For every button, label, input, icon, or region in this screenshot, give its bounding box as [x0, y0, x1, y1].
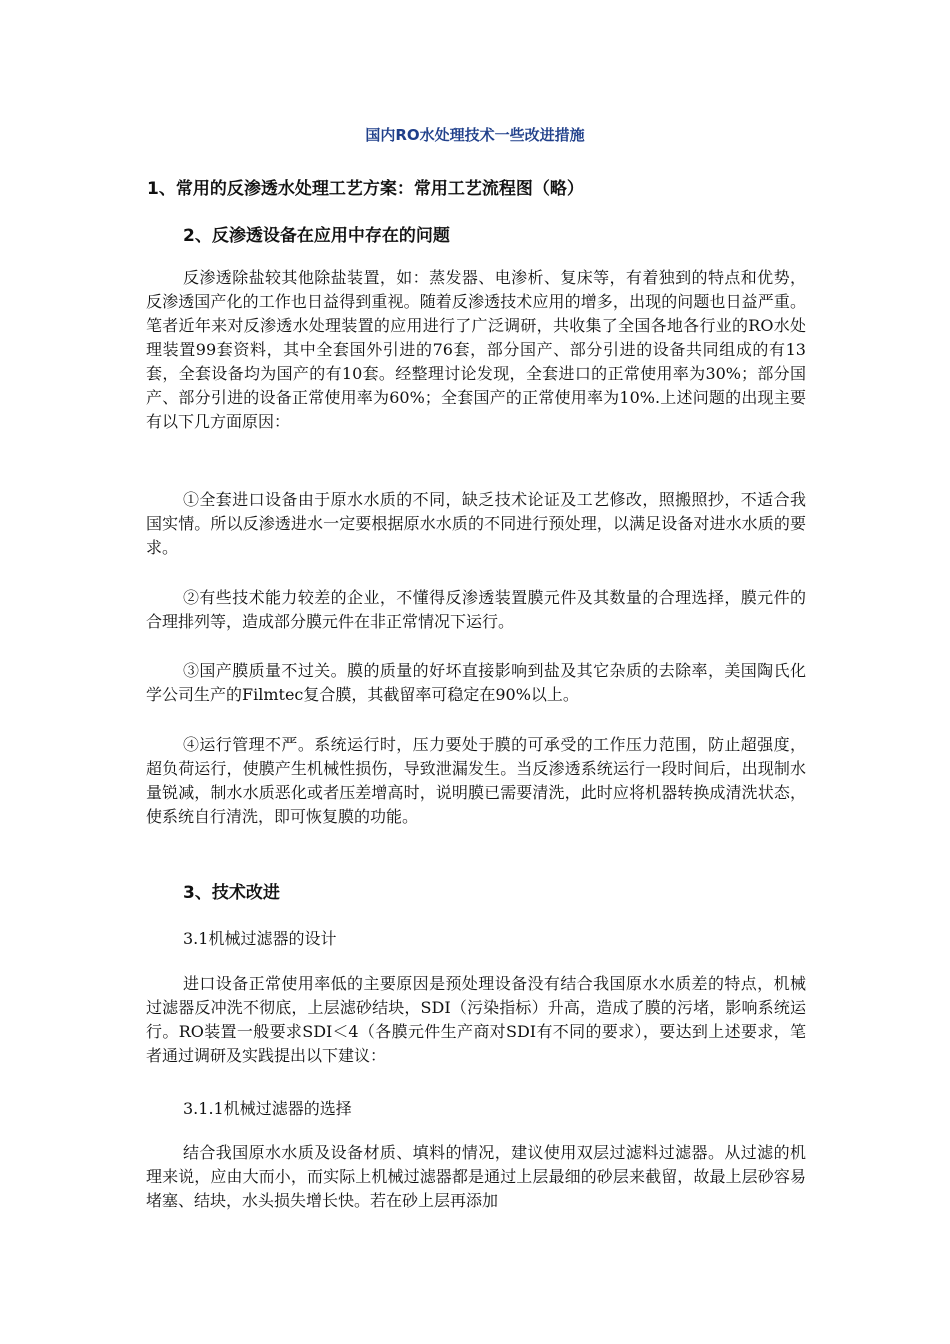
- document-title: 国内RO水处理技术一些改进措施: [365, 126, 585, 144]
- section-heading-3: 3、技术改进: [183, 883, 280, 903]
- section-heading-2: 2、反渗透设备在应用中存在的问题: [183, 226, 450, 246]
- paragraph-reason-3: ③国产膜质量不过关。膜的质量的好坏直接影响到盐及其它杂质的去除率，美国陶氏化学公司生产的Filmtec复合膜，其截留率可稳定在90%以上。: [146, 661, 806, 704]
- paragraph-reason-2: ②有些技术能力较差的企业，不懂得反渗透装置膜元件及其数量的合理选择，膜元件的合理排列等，造成部分膜元件在非正常情况下运行。: [146, 588, 806, 631]
- paragraph-3-1-1: 结合我国原水水质及设备材质、填料的情况，建议使用双层过滤料过滤器。从过滤的机理来说，应由大而小，而实际上机械过滤器都是通过上层最细的砂层来截留，故最上层砂容易堵塞、结块，水头损失增长快。若在砂上层再添加: [146, 1143, 806, 1210]
- subsection-heading-3-1: 3.1机械过滤器的设计: [183, 929, 337, 948]
- paragraph-reason-1: ①全套进口设备由于原水水质的不同，缺乏技术论证及工艺修改，照搬照抄，不适合我国实情。所以反渗透进水一定要根据原水水质的不同进行预处理，以满足设备对进水水质的要求。: [146, 490, 806, 557]
- section-heading-1: 1、常用的反渗透水处理工艺方案：常用工艺流程图（略）: [147, 179, 584, 199]
- paragraph-3-1: 进口设备正常使用率低的主要原因是预处理设备没有结合我国原水水质差的特点，机械过滤器反冲洗不彻底，上层滤砂结块，SDI（污染指标）升高，造成了膜的污堵，影响系统运行。RO装置一般要求SDI＜4（各膜元件生产商对SDI有不同的要求），要达到上述要求，笔者通过调研及实践提出以下建议：: [146, 974, 806, 1065]
- paragraph-reason-4: ④运行管理不严。系统运行时，压力要处于膜的可承受的工作压力范围，防止超强度，超负荷运行，使膜产生机械性损伤，导致泄漏发生。当反渗透系统运行一段时间后，出现制水量锐减，制水水质恶化或者压差增高时，说明膜已需要清洗，此时应将机器转换成清洗状态，使系统自行清洗，即可恢复膜的功能。: [146, 735, 806, 826]
- subsection-heading-3-1-1: 3.1.1机械过滤器的选择: [183, 1099, 352, 1118]
- paragraph-intro: 反渗透除盐较其他除盐装置，如：蒸发器、电渗析、复床等，有着独到的特点和优势，反渗透国产化的工作也日益得到重视。随着反渗透技术应用的增多，出现的问题也日益严重。笔者近年来对反渗透水处理装置的应用进行了广泛调研，共收集了全国各地各行业的RO水处理装置99套资料，其中全套国外引进的76套，部分国产、部分引进的设备共同组成的有13套，全套设备均为国产的有10套。经整理讨论发现，全套进口的正常使用率为30%；部分国产、部分引进的设备正常使用率为60%；全套国产的正常使用率为10%.上述问题的出现主要有以下几方面原因：: [146, 268, 806, 431]
